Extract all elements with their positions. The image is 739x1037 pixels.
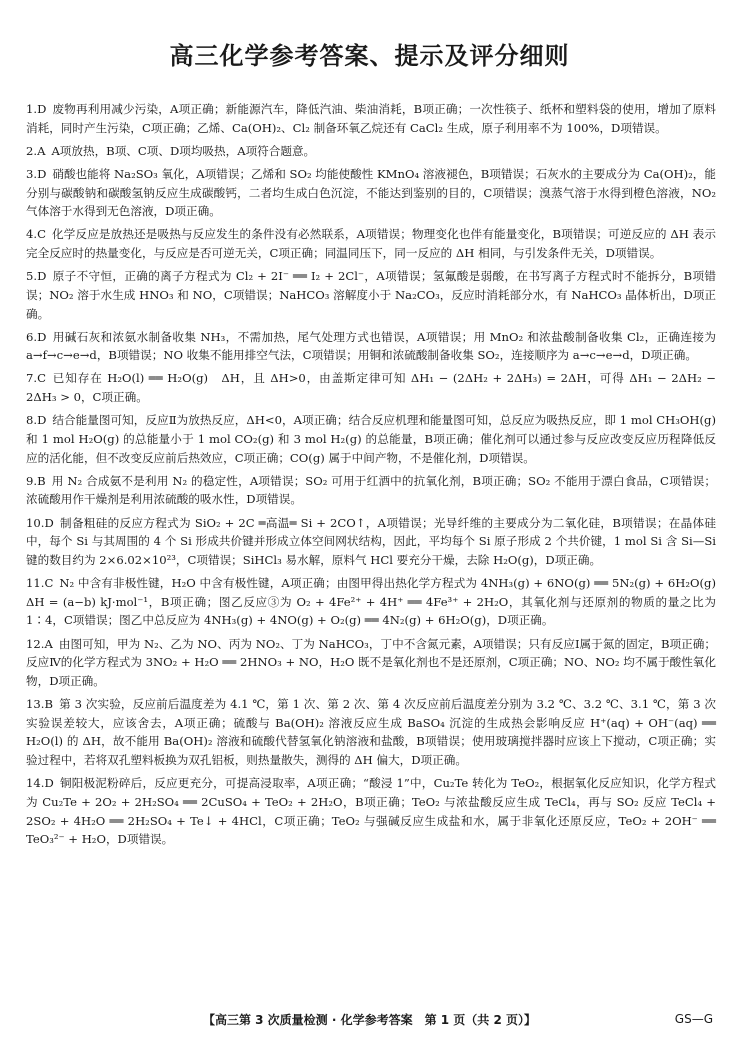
item-explanation: 第 3 次实验，反应前后温度差为 4.1 ℃，第 1 次、第 2 次、第 4 次反应前后温度差分别为 3.2 ℃、3.2 ℃、3.1 ℃，第 3 次实验误差较大，应该舍去，A项正确；硫酸与 Ba(OH)₂ 溶液反应生成 BaSO₄ 沉淀的生成热会影响反应 H⁺(aq) + OH⁻(aq) ══ H₂O(l) 的 ΔH，故不能用 Ba(OH)₂ 溶液和硫酸代替氢氧化钠溶液和盐酸，B项错误；使用玻璃搅拌器时应该上下搅动，C项正确；实验过程中，若将双孔塑料板换为双孔铝板，则热量散失，测得的 ΔH 偏大，D项正确。 bbox=[26, 697, 716, 768]
answer-item bbox=[26, 514, 716, 570]
item-number: 14. bbox=[26, 776, 45, 791]
item-number: 5. bbox=[26, 269, 38, 284]
item-number: 11. bbox=[26, 576, 45, 591]
item-answer: C bbox=[44, 576, 54, 591]
answer-item bbox=[26, 267, 716, 323]
item-number: 12. bbox=[26, 636, 45, 651]
item-explanation: 废物再利用减少污染，A项正确；新能源汽车，降低汽油、柴油消耗，B项正确；一次性筷子、纸杯和塑料袋的使用，增加了原料消耗，同时产生污染，C项正确；乙烯、Ca(OH)₂、Cl₂ 制备环氧乙烷还有 CaCl₂ 生成，原子利用率不为 100%，D项错误。 bbox=[26, 102, 716, 135]
item-number: 1. bbox=[26, 102, 38, 116]
answer-item bbox=[26, 369, 716, 406]
item-answer: C bbox=[37, 371, 46, 386]
answer-item bbox=[26, 142, 716, 161]
answer-item bbox=[26, 574, 728, 630]
paper-code: GS—G bbox=[674, 1012, 713, 1026]
answer-item bbox=[26, 472, 716, 509]
item-explanation: 由图可知，甲为 N₂、乙为 NO、丙为 NO₂、丁为 NaHCO₃，丁中不含氮元素，A项错误；只有反应Ⅰ属于氮的固定，B项正确；反应Ⅳ的化学方程式为 3NO₂ + H₂O ══ 2HNO₃ + NO，H₂O 既不是氧化剂也不是还原剂，C项正确；NO、NO₂ 均不属于酸性氧化物，D项正确。 bbox=[26, 636, 716, 688]
item-explanation: N₂ 中含有非极性键，H₂O 中含有极性键，A项正确；由图甲得出热化学方程式为 4NH₃(g) + 6NO(g) ══ 5N₂(g) + 6H₂O(g) ΔH = (a−b) kJ·mol⁻¹，B项正确；图乙反应③为 O₂ + 4Fe²⁺ + 4H⁺ ══ 4Fe³⁺ + 2H₂O，其氧化剂与还原剂的物质的量之比为 1∶4，C项错误；图乙中总反应为 4NH₃(g) + 4NO(g) + O₂(g) ══ 4N₂(g) + 6H₂O(g)，D项正确。 bbox=[26, 576, 728, 628]
item-number: 6. bbox=[26, 329, 38, 344]
answer-item bbox=[26, 165, 716, 221]
item-answer: C bbox=[37, 227, 46, 242]
item-explanation: 原子不守恒，正确的离子方程式为 Cl₂ + 2I⁻ ══ I₂ + 2Cl⁻，A项错误；氢氟酸是弱酸，在书写离子方程式时不能拆分，B项错误；NO₂ 溶于水生成 HNO₃ 和 NO，C项错误；NaHCO₃ 溶解度小于 Na₂CO₃，反应时消耗部分水，有 NaHCO₃ 晶体析出，D项正确。 bbox=[26, 269, 716, 321]
item-number: 8. bbox=[26, 413, 38, 428]
item-answer: D bbox=[37, 329, 47, 344]
item-answer: D bbox=[44, 776, 54, 791]
item-number: 10. bbox=[26, 515, 45, 530]
item-explanation: 硝酸也能将 Na₂SO₃ 氧化，A项错误；乙烯和 SO₂ 均能使酸性 KMnO₄ 溶液褪色，B项错误；石灰水的主要成分为 Ca(OH)₂，能分别与碳酸钠和碳酸氢钠反应生成碳酸钙，二者均生成白色沉淀，不能达到鉴别的目的，C项错误；溴蒸气溶于水得到橙色溶液，NO₂ 气体溶于水得到无色溶液，D项正确。 bbox=[26, 166, 716, 219]
item-answer: D bbox=[37, 269, 47, 284]
item-number: 2. bbox=[26, 143, 38, 158]
answer-item bbox=[26, 695, 716, 770]
item-explanation: 用碱石灰和浓氨水制备收集 NH₃，不需加热，尾气处理方式也错误，A项错误；用 MnO₂ 和浓盐酸制备收集 Cl₂，正确连接为 a→f→c→e→d，B项错误；NO 收集不能用排空气法，C项错误；用铜和浓硫酸制备收集 SO₂，连接顺序为 a→c→e→d，D项正确。 bbox=[26, 329, 716, 363]
item-explanation: 化学反应是放热还是吸热与反应发生的条件没有必然联系，A项错误；物理变化也伴有能量变化，B项错误；可逆反应的 ΔH 表示完全反应时的热量变化，与反应是否可逆无关，C项正确；同温同压下，同一反应的 ΔH 相同，与引发条件无关，D项错误。 bbox=[26, 227, 716, 261]
item-explanation: 结合能量图可知，反应Ⅱ为放热反应，ΔH<0，A项正确；结合反应机理和能量图可知，总反应为吸热反应，即 1 mol CH₃OH(g) 和 1 mol H₂O(g) 的总能量小于 1 mol CO₂(g) 和 3 mol H₂(g) 的总能量，B项正确；催化剂可以通过参与反应改变反应历程降低反应的活化能，但不改变反应前后热效应，C项正确；CO(g) 属于中间产物，不是催化剂，D项错误。 bbox=[26, 413, 716, 465]
item-number: 13. bbox=[26, 697, 45, 712]
item-explanation: 已知存在 H₂O(l) ══ H₂O(g) ΔH，且 ΔH>0，由盖斯定律可知 ΔH₁ − (2ΔH₂ + 2ΔH₃) = 2ΔH，可得 ΔH₁ − 2ΔH₂ − 2ΔH₃ > 0，C项正确。 bbox=[26, 371, 716, 405]
item-explanation: 铜阳极泥粉碎后，反应更充分，可提高浸取率，A项正确；“酸浸 1”中，Cu₂Te 转化为 TeO₂，根据氧化反应知识，化学方程式为 Cu₂Te + 2O₂ + 2H₂SO₄ ══ 2CuSO₄ + TeO₂ + 2H₂O，B项正确；TeO₂ 与浓盐酸反应生成 TeCl₄，再与 SO₂ 反应 TeCl₄ + 2SO₂ + 4H₂O ══ 2H₂SO₄ + Te↓ + 4HCl，C项正确；TeO₂ 与强碱反应生成盐和水，属于非氧化还原反应，TeO₂ + 2OH⁻ ══ TeO₃²⁻ + H₂O，D项错误。 bbox=[26, 776, 716, 847]
item-number: 7. bbox=[26, 371, 38, 386]
item-answer: A bbox=[37, 143, 46, 158]
answer-item bbox=[26, 328, 716, 365]
item-answer: B bbox=[44, 697, 53, 712]
answer-item bbox=[26, 774, 716, 849]
item-explanation: 制备粗硅的反应方程式为 SiO₂ + 2C ═高温═ Si + 2CO↑，A项错误；光导纤维的主要成分为二氧化硅，B项错误；在晶体硅中，每个 Si 与其周围的 4 个 Si 形成共价键并形成立体空间网状结构，因此，平均每个 Si 原子形成 2 个共价键，1 mol Si 含 Si—Si 键的数目约为 2×6.02×10²³，C项错误；SiHCl₃ 易水解，原料气 HCl 要充分干燥，去除 H₂O(g)，D项正确。 bbox=[26, 515, 716, 567]
answer-item bbox=[26, 411, 716, 467]
item-answer: B bbox=[37, 473, 46, 488]
item-number: 4. bbox=[26, 227, 38, 242]
page-title: 高三化学参考答案、提示及评分细则 bbox=[169, 42, 570, 70]
item-explanation: 用 N₂ 合成氨不是利用 N₂ 的稳定性，A项错误；SO₂ 可用于红酒中的抗氧化剂，B项正确；SO₂ 不能用于漂白食品，C项错误；浓硫酸用作干燥剂是利用浓硫酸的吸水性，D项错误。 bbox=[26, 473, 716, 507]
answer-item bbox=[26, 225, 716, 262]
item-explanation: A项放热，B项、C项、D项均吸热，A项符合题意。 bbox=[51, 143, 316, 158]
answer-item bbox=[26, 100, 716, 137]
item-answer: D bbox=[37, 102, 47, 116]
answer-list bbox=[26, 100, 728, 853]
item-number: 3. bbox=[26, 166, 38, 181]
page-footer: 【高三第 3 次质量检测 · 化学参考答案 第 1 页（共 2 页）】 bbox=[202, 1013, 537, 1027]
item-answer: D bbox=[37, 166, 47, 181]
item-answer: D bbox=[44, 515, 54, 530]
item-number: 9. bbox=[26, 473, 38, 488]
item-answer: D bbox=[37, 413, 47, 428]
answer-item bbox=[26, 635, 716, 691]
item-answer: A bbox=[44, 636, 53, 651]
